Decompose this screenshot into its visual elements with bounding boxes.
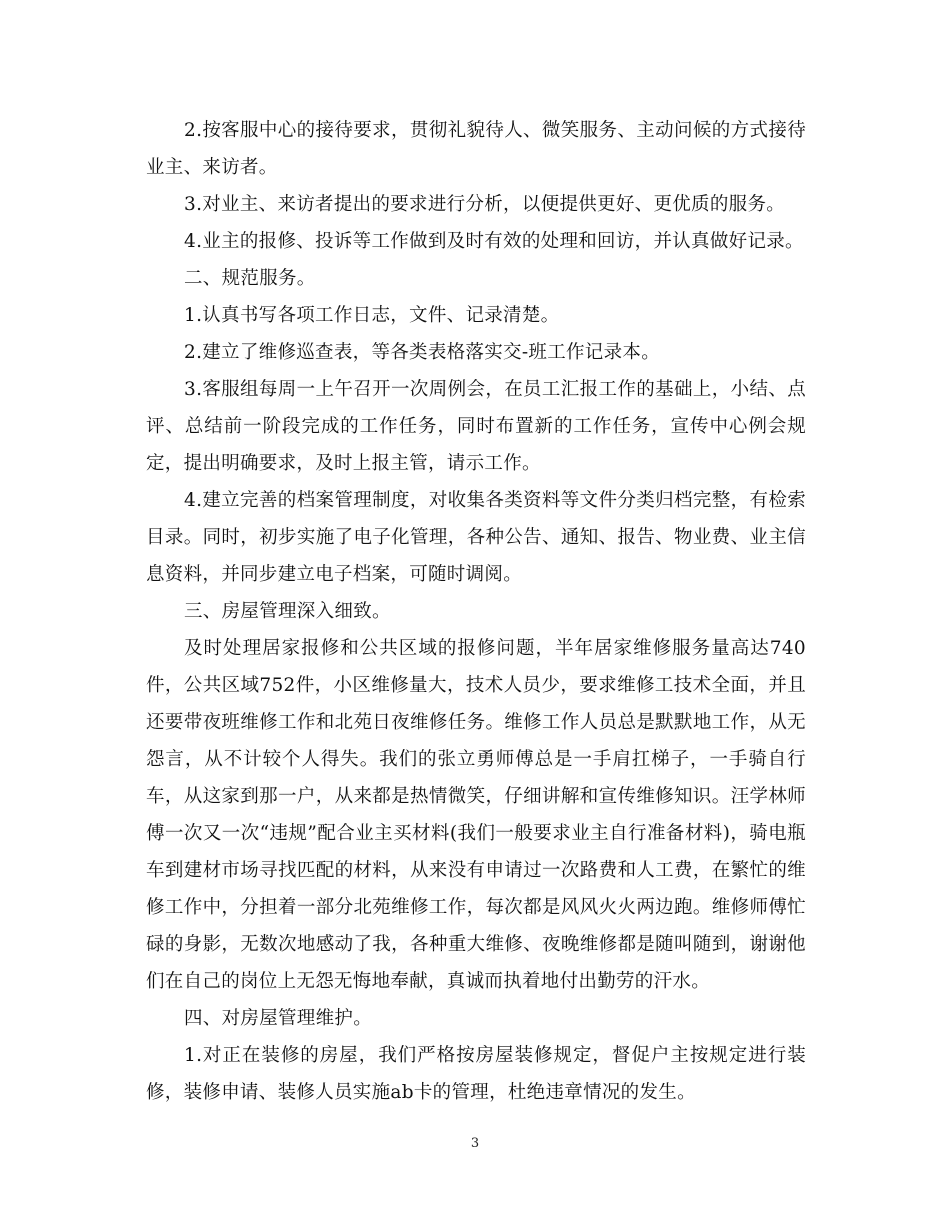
paragraph: 1.对正在装修的房屋，我们严格按房屋装修规定，督促户主按规定进行装修，装修申请、装修人员实施ab卡的管理，杜绝违章情况的发生。 <box>146 1045 806 1103</box>
paragraph: 及时处理居家报修和公共区域的报修问题，半年居家维修服务量高达740件，公共区域752件，小区维修量大，技术人员少，要求维修工技术全面，并且还要带夜班维修工作和北苑日夜维修任务。维修工作人员总是默默地工作，从无怨言，从不计较个人得失。我们的张立勇师傅总是一手肩扛梯子，一手骑自行车，从这家到那一户，从来都是热情微笑，仔细讲解和宣传维修知识。汪学林师傅一次又一次“违规”配合业主买材料(我们一般要求业主自行准备材料)，骑电瓶车到建材市场寻找匹配的材料，从来没有申请过一次路费和人工费，在繁忙的维修工作中，分担着一部分北苑维修工作，每次都是风风火火两边跑。维修师傅忙碌的身影，无数次地感动了我，各种重大维修、夜晚维修都是随叫随到，谢谢他们在自己的岗位上无怨无悔地奉献，真诚而执着地付出勤劳的汗水。 <box>146 638 806 992</box>
paragraph: 1.认真书写各项工作日志，文件、记录清楚。 <box>184 305 560 326</box>
paragraph: 4.业主的报修、投诉等工作做到及时有效的处理和回访，并认真做好记录。 <box>184 231 804 252</box>
document-body <box>146 112 806 1111</box>
section-heading: 四、对房屋管理维护。 <box>184 1008 373 1029</box>
page-number: 3 <box>470 1136 480 1151</box>
paragraph: 4.建立完善的档案管理制度，对收集各类资料等文件分类归档完整，有检索目录。同时，初步实施了电子化管理，各种公告、通知、报告、物业费、业主信息资料，并同步建立电子档案，可随时调阅。 <box>146 490 806 585</box>
section-heading: 二、规范服务。 <box>184 268 316 289</box>
paragraph: 2.按客服中心的接待要求，贯彻礼貌待人、微笑服务、主动问候的方式接待业主、来访者。 <box>146 120 806 178</box>
paragraph: 3.客服组每周一上午召开一次周例会，在员工汇报工作的基础上，小结、点评、总结前一阶段完成的工作任务，同时布置新的工作任务，宣传中心例会规定，提出明确要求，及时上报主管，请示工作。 <box>146 379 806 474</box>
paragraph: 2.建立了维修巡查表，等各类表格落实交-班工作记录本。 <box>184 342 661 363</box>
paragraph: 3.对业主、来访者提出的要求进行分析，以便提供更好、更优质的服务。 <box>184 194 786 215</box>
section-heading: 三、房屋管理深入细致。 <box>184 601 391 622</box>
